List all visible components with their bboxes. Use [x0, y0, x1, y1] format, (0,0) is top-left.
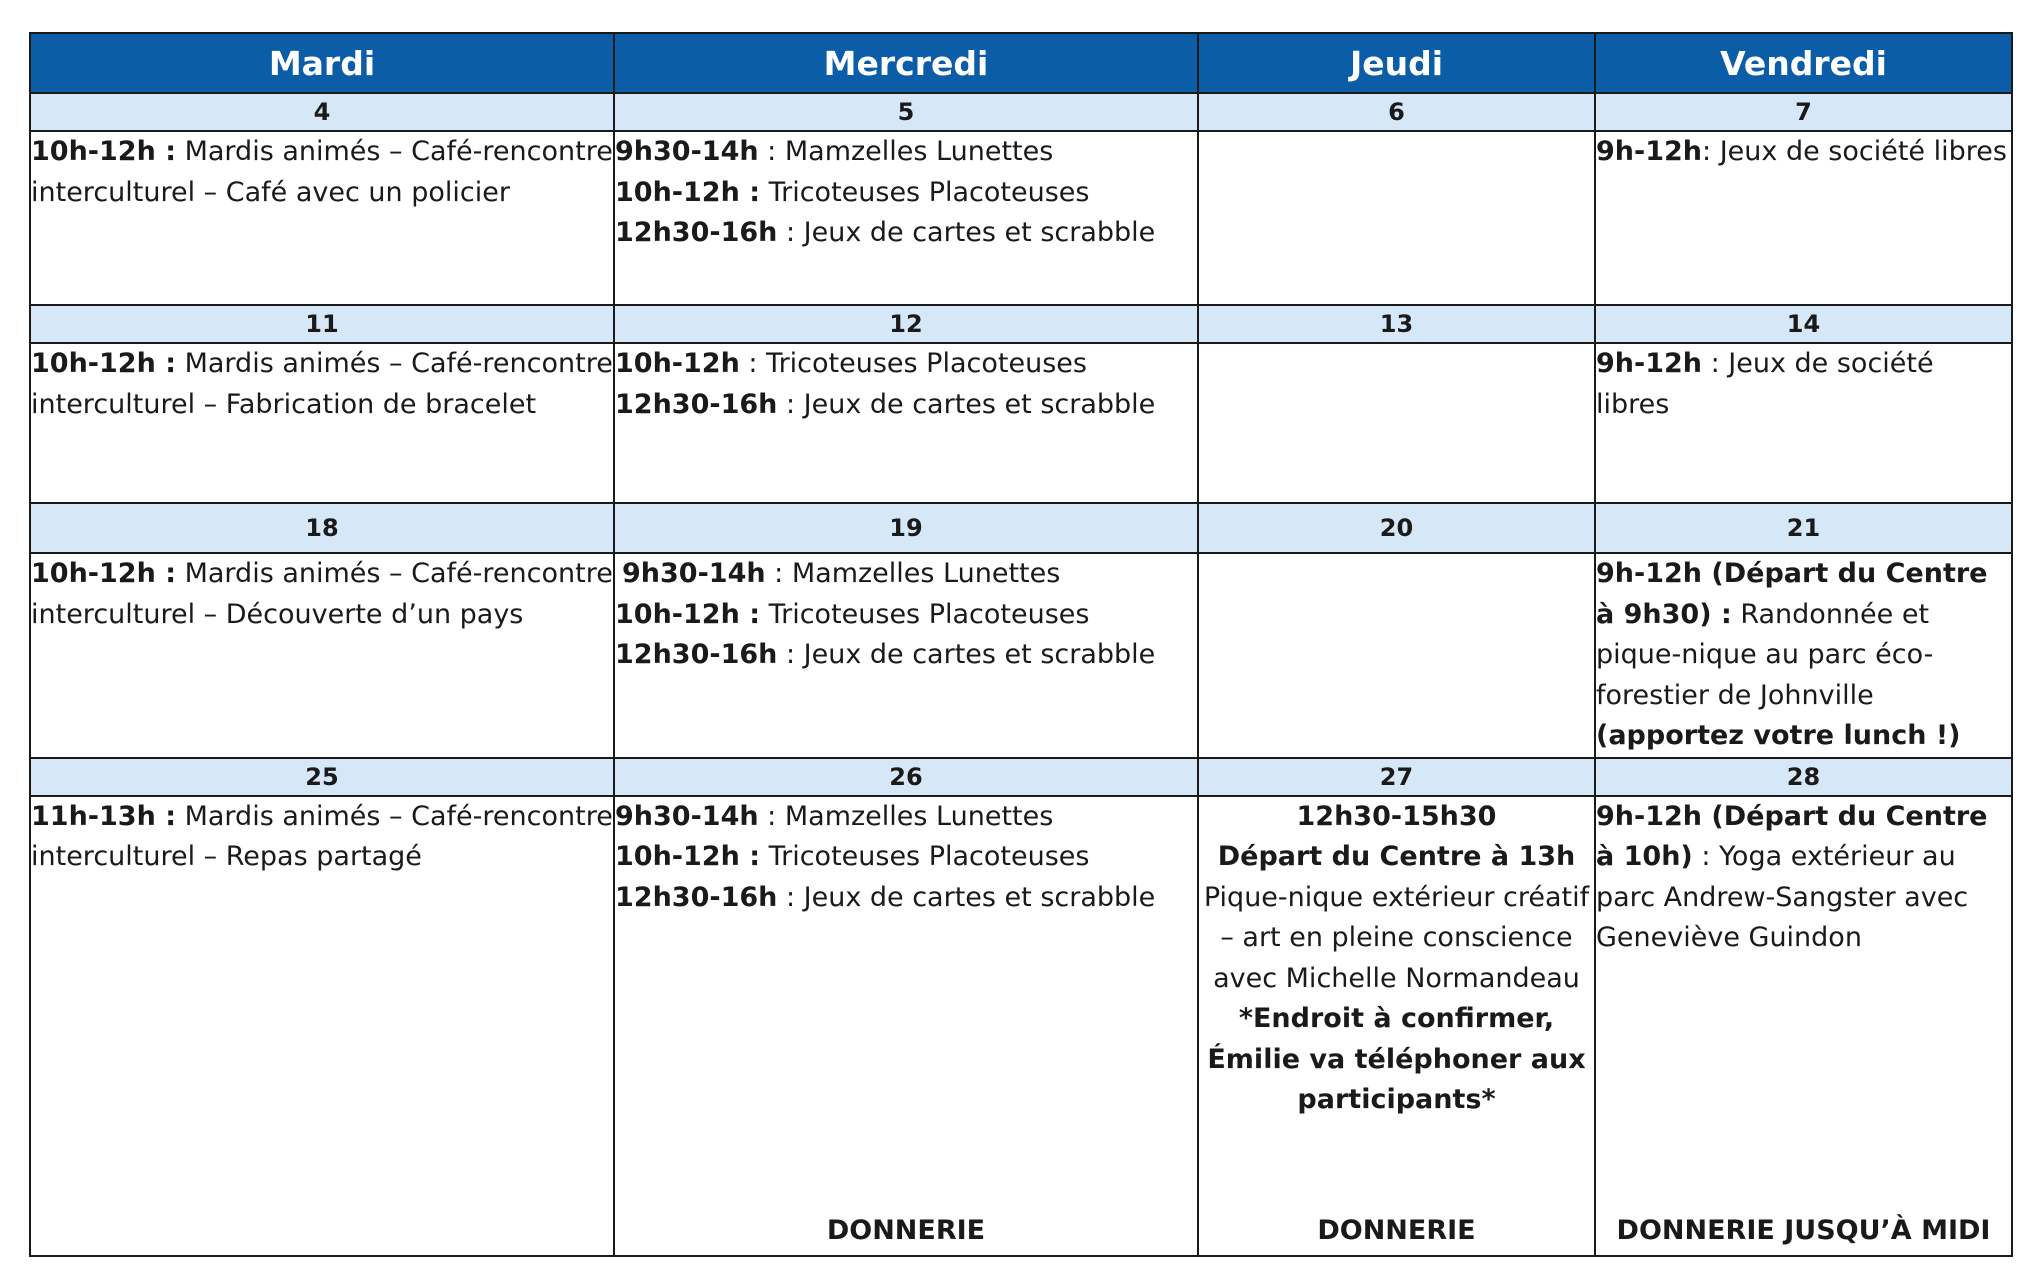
activity-text: Tricoteuses Placoteuses [760, 841, 1090, 872]
mercredi-activity-cell [614, 553, 1198, 758]
calendar-table [29, 32, 2013, 1257]
activity-text: : Jeux de société libres [1702, 136, 2007, 167]
donnerie-label: DONNERIE JUSQU’À MIDI [1616, 1215, 1991, 1246]
activity-time: 12h30-16h [615, 639, 778, 670]
date-cell: 25 [30, 758, 614, 796]
activity-line [615, 385, 1197, 426]
activity-line [615, 837, 1197, 878]
date-cell: 21 [1595, 503, 2012, 553]
date-cell: 5 [614, 93, 1198, 131]
activity-time: 10h-12h : [31, 136, 176, 167]
activity-time: 10h-12h : [31, 558, 176, 589]
date-cell: 28 [1595, 758, 2012, 796]
activity-line [615, 344, 1197, 385]
activity-text: : Mamzelles Lunettes [758, 136, 1054, 167]
activity-row [30, 343, 2012, 503]
activity-time: 10h-12h : [615, 841, 760, 872]
activity-time: 9h-12h [1596, 136, 1703, 167]
date-cell: 26 [614, 758, 1198, 796]
mercredi-activity-cell [614, 343, 1198, 503]
activity-time: 9h-12h (Départ du Centre à 10h) [1596, 800, 1988, 872]
vendredi-activity-cell [1595, 343, 2012, 503]
activity-row [30, 131, 2012, 305]
activity-text: : Yoga extérieur au parc Andrew-Sangster avec Geneviève Guindon [1596, 841, 1969, 953]
activity-time: 12h30-16h [615, 217, 778, 248]
vendredi-activity-cell [1595, 553, 2012, 758]
date-cell: 27 [1198, 758, 1595, 796]
activity-time: 10h-12h : [615, 176, 760, 208]
date-cell: 12 [614, 305, 1198, 343]
jeudi-activity-cell [1198, 796, 1595, 1257]
departure-info: Départ du Centre à 13h [1217, 841, 1576, 872]
activity-time: 10h-12h [615, 348, 740, 379]
activity-text: Mardis animés – Café-rencontre interculturel – Fabrication de bracelet [31, 348, 613, 420]
mardi-activity-cell [30, 131, 614, 305]
date-row [30, 503, 2012, 553]
activity-line [615, 132, 1197, 173]
mardi-activity-cell [30, 796, 614, 1257]
activity-time: 9h-12h [1596, 348, 1703, 379]
activity-text: : Jeux de cartes et scrabble [777, 388, 1156, 420]
date-cell: 11 [30, 305, 614, 343]
activity-line [615, 213, 1197, 254]
activity-row [30, 553, 2012, 758]
activity-note: *Endroit à confirmer, Émilie va téléphoner aux participants* [1207, 1003, 1586, 1115]
header-mardi: Mardi [30, 33, 614, 93]
date-cell: 14 [1595, 305, 2012, 343]
activity-text: Randonnée et pique-nique au parc éco-forestier de Johnville [1596, 598, 1934, 711]
activity-time: 9h30-14h [622, 558, 766, 589]
activity-text: : Jeux de cartes et scrabble [777, 881, 1156, 913]
date-cell: 18 [30, 503, 614, 553]
header-jeudi: Jeudi [1198, 33, 1595, 93]
weekday-header-row [30, 33, 2012, 93]
mercredi-activity-cell [614, 131, 1198, 305]
date-cell: 13 [1198, 305, 1595, 343]
activity-text: : Jeux de cartes et scrabble [777, 639, 1156, 670]
mercredi-activity-cell [614, 796, 1198, 1257]
activity-row [30, 796, 2012, 1257]
activity-text: : Tricoteuses Placoteuses [739, 348, 1087, 379]
activity-line [615, 878, 1197, 919]
header-mercredi: Mercredi [614, 33, 1198, 93]
mardi-activity-cell [30, 343, 614, 503]
activity-time: 9h-12h (Départ du Centre à 9h30) : [1596, 558, 1988, 630]
donnerie-label: DONNERIE [1317, 1215, 1476, 1246]
mardi-activity-cell [30, 553, 614, 758]
date-cell: 4 [30, 93, 614, 131]
activity-text: Mardis animés – Café-rencontre interculturel – Découverte d’un pays [31, 558, 613, 630]
activity-text: Mardis animés – Café-rencontre interculturel – Café avec un policier [31, 136, 613, 208]
activity-text: : Mamzelles Lunettes [758, 800, 1054, 832]
date-row [30, 305, 2012, 343]
vendredi-activity-cell [1595, 796, 2012, 1257]
activity-time: 10h-12h : [615, 598, 760, 630]
activity-note: (apportez votre lunch !) [1596, 720, 1961, 751]
activity-time: 11h-13h : [31, 800, 176, 832]
activity-line [615, 635, 1197, 676]
activity-time: 9h30-14h [615, 800, 759, 832]
activity-time: 12h30-16h [615, 388, 778, 420]
vendredi-activity-cell [1595, 131, 2012, 305]
activity-line [615, 797, 1197, 838]
activity-text: : Jeux de société libres [1596, 348, 1934, 420]
jeudi-activity-cell [1198, 131, 1595, 305]
activity-text: Mardis animés – Café-rencontre interculturel – Repas partagé [31, 800, 613, 872]
activity-text: Tricoteuses Placoteuses [760, 176, 1090, 208]
activity-line [615, 554, 1197, 595]
activity-time: 10h-12h : [31, 348, 176, 379]
jeudi-activity-cell [1198, 553, 1595, 758]
activity-time: 12h30-15h30 [1296, 800, 1497, 832]
activity-line [615, 173, 1197, 214]
activity-time: 9h30-14h [615, 136, 759, 167]
date-cell: 6 [1198, 93, 1595, 131]
date-row [30, 93, 2012, 131]
date-cell: 7 [1595, 93, 2012, 131]
activity-text: Tricoteuses Placoteuses [760, 598, 1090, 630]
activity-line [615, 595, 1197, 636]
jeudi-activity-cell [1198, 343, 1595, 503]
donnerie-label: DONNERIE [826, 1215, 986, 1246]
header-vendredi: Vendredi [1595, 33, 2012, 93]
activity-text: Pique-nique extérieur créatif – art en pleine conscience avec Michelle Normandeau [1203, 881, 1590, 994]
date-cell: 20 [1198, 503, 1595, 553]
date-row [30, 758, 2012, 796]
date-cell: 19 [614, 503, 1198, 553]
activity-text: : Jeux de cartes et scrabble [777, 217, 1156, 248]
activity-text: : Mamzelles Lunettes [765, 558, 1061, 589]
activity-time: 12h30-16h [615, 881, 778, 913]
